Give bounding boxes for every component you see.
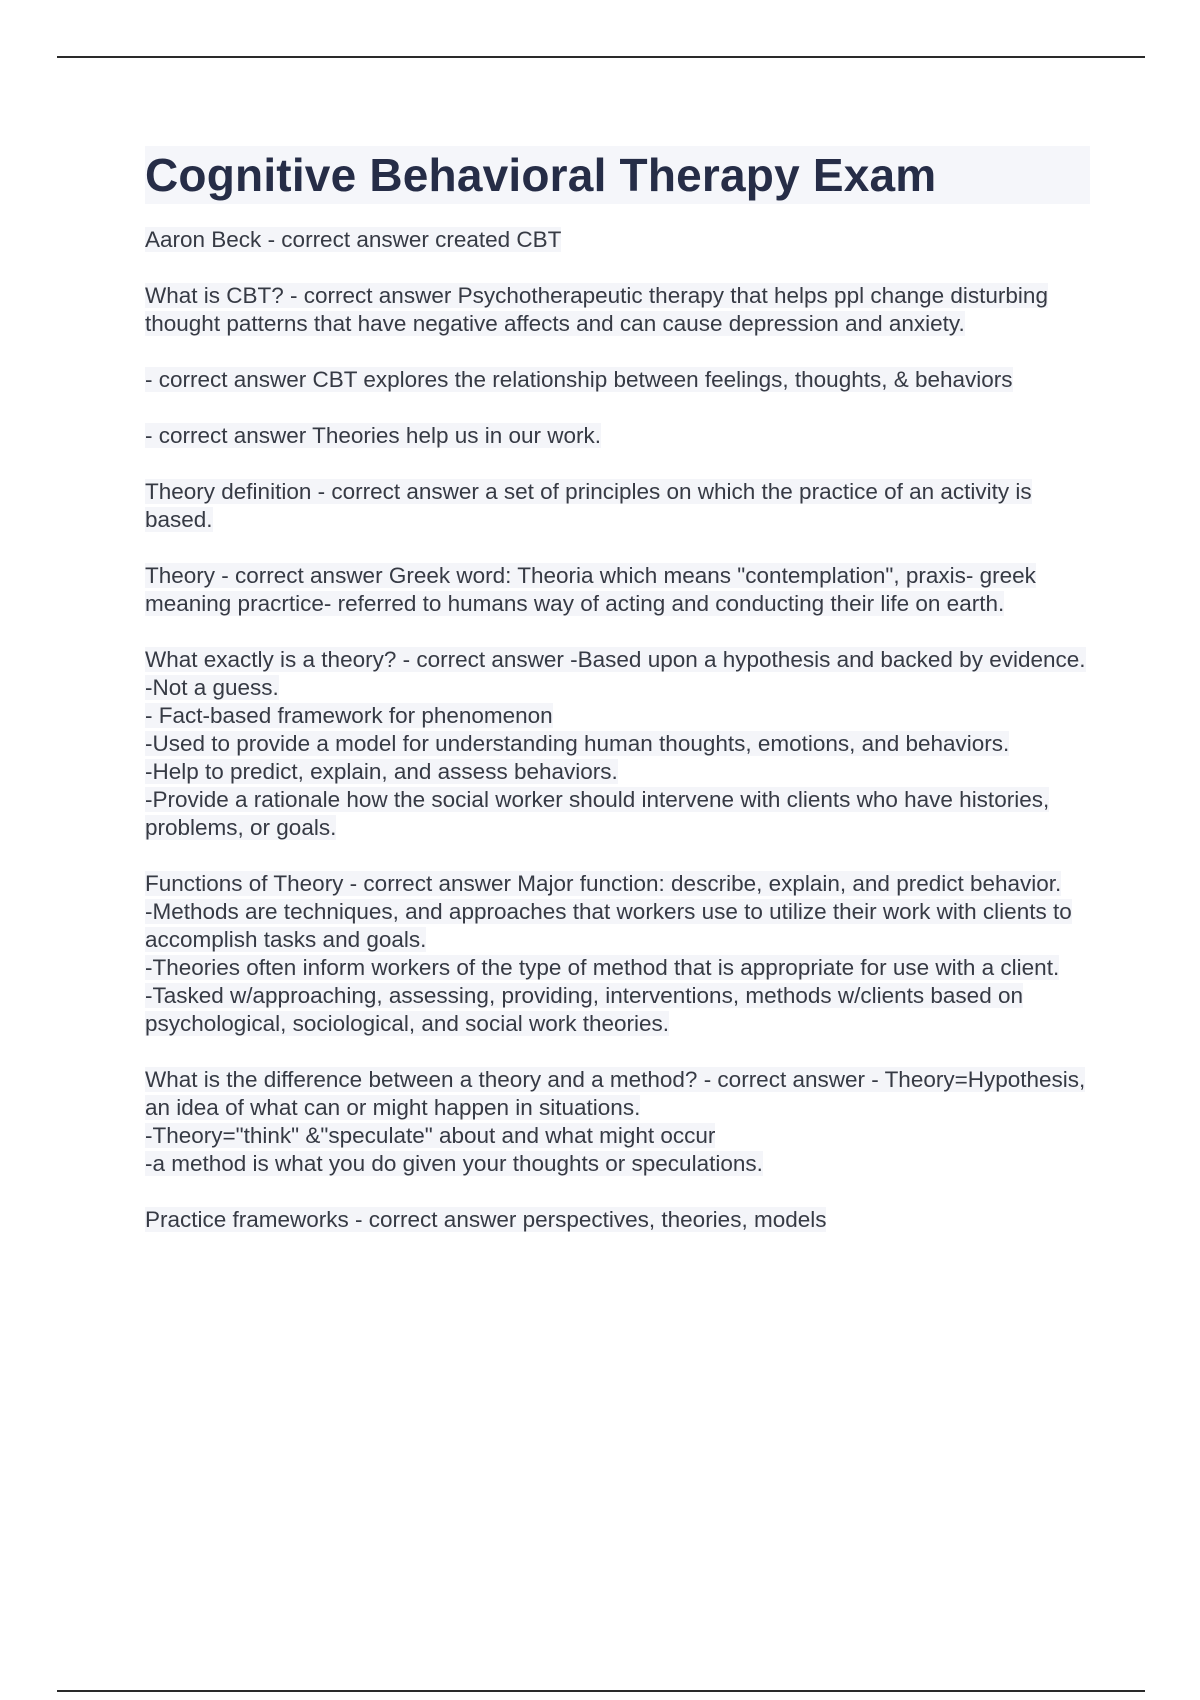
qa-entry	[145, 422, 1090, 450]
qa-entry	[145, 870, 1090, 1038]
top-rule	[57, 56, 1145, 58]
qa-line: What is CBT? - correct answer Psychotherapeutic therapy that helps ppl change disturbing thought patterns that have negative affects and can cause depression and anxiety.	[145, 283, 1048, 336]
qa-line: Aaron Beck - correct answer created CBT	[145, 227, 562, 252]
qa-line: Theory - correct answer Greek word: Theoria which means "contemplation", praxis- greek meaning pracrtice- referred to humans way of acting and conducting their life on earth.	[145, 563, 1036, 616]
qa-entry	[145, 562, 1090, 618]
qa-line: - correct answer Theories help us in our work.	[145, 423, 602, 448]
qa-line: Functions of Theory - correct answer Major function: describe, explain, and predict behavior.	[145, 871, 1062, 896]
qa-line: -Methods are techniques, and approaches that workers use to utilize their work with clients to accomplish tasks and goals.	[145, 899, 1072, 952]
qa-entry	[145, 1066, 1090, 1178]
bottom-rule	[57, 1690, 1145, 1692]
qa-entry	[145, 646, 1090, 842]
document-body	[145, 146, 1090, 1262]
qa-line: Theory definition - correct answer a set of principles on which the practice of an activity is based.	[145, 479, 1032, 532]
qa-line: -Provide a rationale how the social worker should intervene with clients who have histories, problems, or goals.	[145, 787, 1050, 840]
qa-line: -Tasked w/approaching, assessing, providing, interventions, methods w/clients based on psychological, sociological, and social work theories.	[145, 983, 1023, 1036]
qa-entry	[145, 1206, 1090, 1234]
qa-line: -Help to predict, explain, and assess behaviors.	[145, 759, 618, 784]
qa-entry	[145, 478, 1090, 534]
qa-line: - correct answer CBT explores the relationship between feelings, thoughts, & behaviors	[145, 367, 1013, 392]
qa-entry	[145, 226, 1090, 254]
qa-line: -a method is what you do given your thoughts or speculations.	[145, 1151, 763, 1176]
qa-entry	[145, 366, 1090, 394]
qa-line: -Theory="think" &"speculate" about and what might occur	[145, 1123, 716, 1148]
page-title: Cognitive Behavioral Therapy Exam	[145, 146, 1090, 204]
qa-line: Practice frameworks - correct answer perspectives, theories, models	[145, 1207, 827, 1232]
qa-line: -Not a guess.	[145, 675, 279, 700]
qa-line: - Fact-based framework for phenomenon	[145, 703, 553, 728]
qa-line: What is the difference between a theory and a method? - correct answer - Theory=Hypothesis, an idea of what can or might happen in situations.	[145, 1067, 1086, 1120]
qa-line: What exactly is a theory? - correct answer -Based upon a hypothesis and backed by evidence.	[145, 647, 1086, 672]
qa-line: -Theories often inform workers of the type of method that is appropriate for use with a client.	[145, 955, 1060, 980]
qa-line: -Used to provide a model for understanding human thoughts, emotions, and behaviors.	[145, 731, 1010, 756]
qa-entry	[145, 282, 1090, 338]
